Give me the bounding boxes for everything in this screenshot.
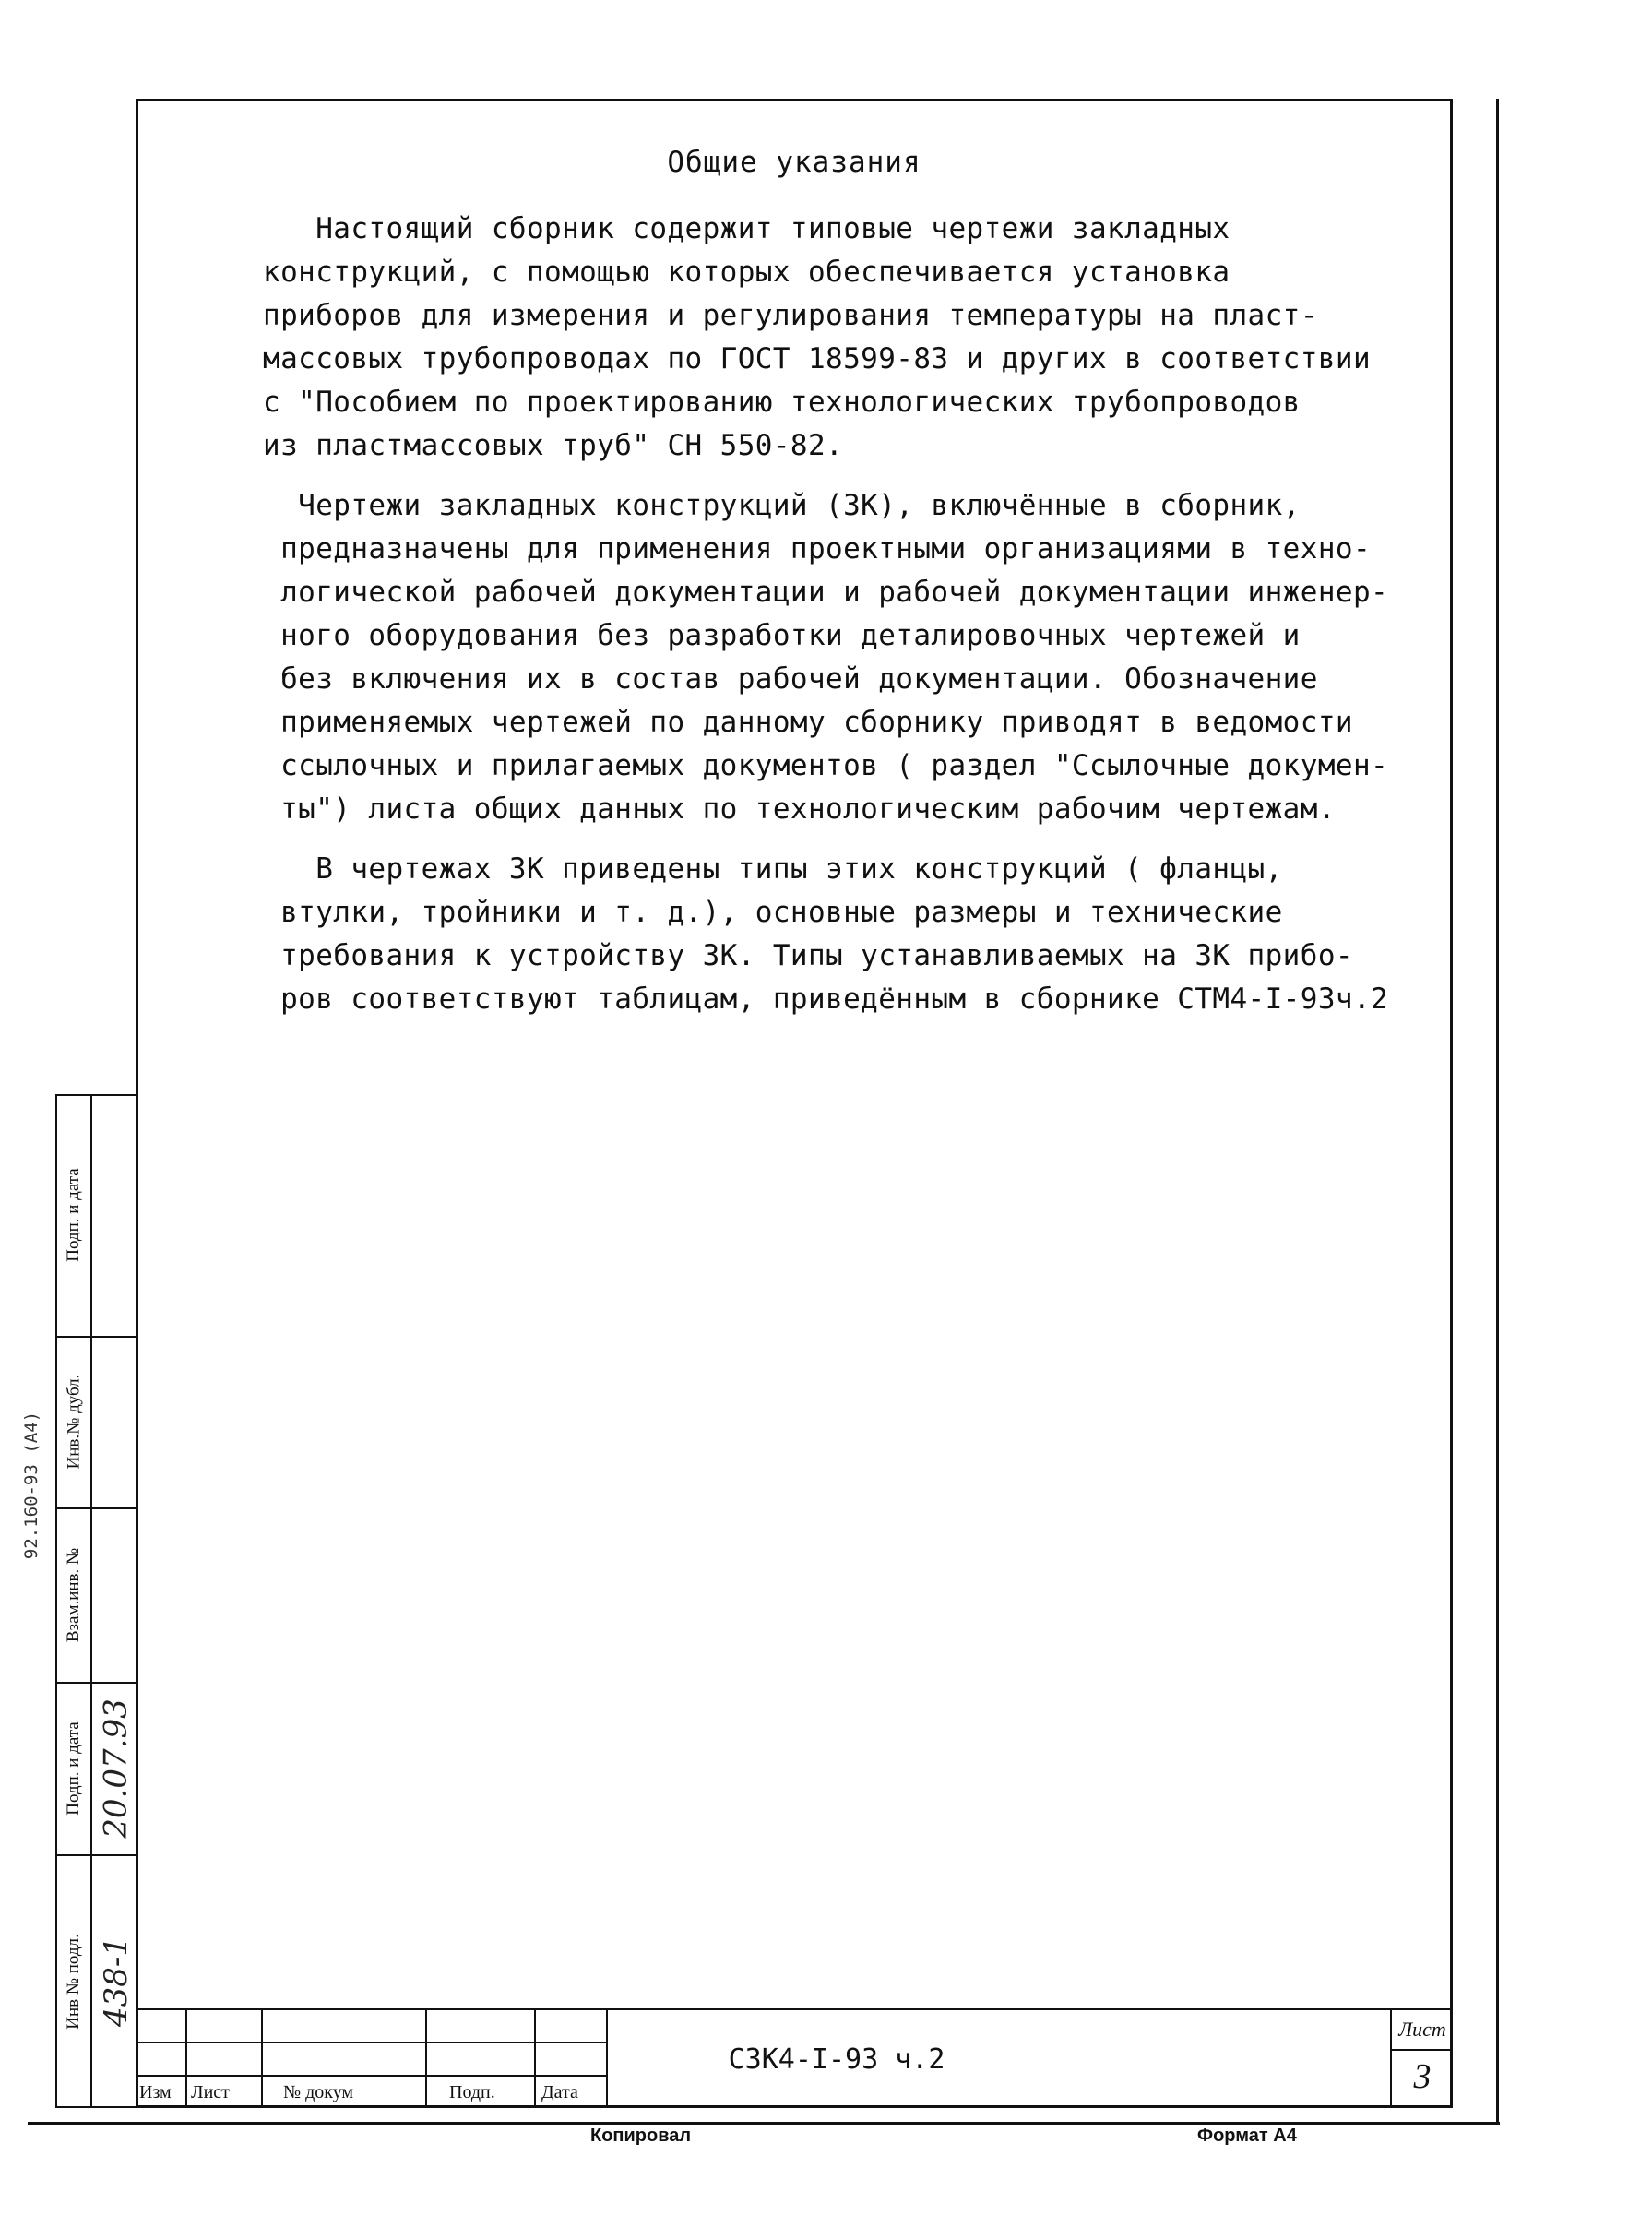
col-header-doc-no: № докум (283, 2082, 354, 2102)
text-line: без включения их в состав рабочей документации. Обозначение (263, 662, 1318, 696)
general-notes-text (263, 208, 1434, 1038)
text-line: применяемых чертежей по данному сборнику приводят в ведомости (263, 706, 1353, 739)
drawing-frame (136, 99, 1453, 2108)
paragraph-3 (263, 848, 1434, 1021)
format-label: Формат А4 (1197, 2126, 1297, 2146)
stamp-label-dup-inv: Инв.№ дубл. (64, 1374, 83, 1470)
paragraph-2 (263, 484, 1434, 831)
rule (1390, 2049, 1453, 2051)
stamp-label-sign-date-2: Подп. и дата (64, 1168, 84, 1262)
stamp-label-replaces-inv: Взам.инв. № (64, 1547, 84, 1642)
rule (261, 2008, 263, 2108)
handwritten-date: 20.07.93 (98, 1697, 135, 1839)
col-header-signature: Подп. (449, 2082, 495, 2102)
text-line: из пластмассовых труб" СН 550-82. (263, 429, 844, 462)
text-line: конструкций, с помощью которых обеспечивается установка (263, 256, 1230, 289)
text-line: логической рабочей документации и рабочей документации инженер- (263, 576, 1389, 609)
title-block (136, 2008, 1453, 2108)
text-line: ров соответствуют таблицам, приведённым в сборнике СТМ4-I-93ч.2 (263, 982, 1389, 1016)
sheet-label: Лист (1398, 2018, 1446, 2041)
outer-border-right (1496, 99, 1499, 2125)
sheet-number: 3 (1413, 2057, 1432, 2096)
rule (425, 2008, 427, 2108)
page-bottom-rule (28, 2122, 1500, 2125)
rule (185, 2008, 187, 2108)
text-line: втулки, тройники и т. д.), основные размеры и технические (263, 896, 1283, 929)
stamp-label-inv-no: Инв № подл. (64, 1933, 84, 2030)
copied-by-label: Копировал (590, 2126, 692, 2146)
text-line: Чертежи закладных конструкций (ЗК), включённые в сборник, (263, 489, 1301, 522)
text-line: ного оборудования без разработки деталировочных чертежей и (263, 619, 1301, 652)
col-header-change: Изм (139, 2082, 172, 2102)
rule (136, 2008, 1453, 2010)
margin-note: 92.160-93 (A4) (21, 1411, 42, 1560)
text-line: приборов для измерения и регулирования температуры на пласт- (263, 299, 1318, 332)
rule (534, 2008, 536, 2108)
text-line: предназначены для применения проектными организациями в техно- (263, 532, 1372, 566)
text-line: с "Пособием по проектированию технологических трубопроводов (263, 386, 1301, 419)
col-header-sheet: Лист (191, 2082, 230, 2102)
text-line: В чертежах ЗК приведены типы этих конструкций ( фланцы, (263, 852, 1283, 886)
text-line: массовых трубопроводах по ГОСТ 18599-83 и других в соответствии (263, 342, 1372, 375)
approval-stamp-strip (55, 1094, 138, 2108)
text-line: Настоящий сборник содержит типовые чертежи закладных (263, 212, 1230, 245)
rule (606, 2008, 608, 2108)
document-designation: СЗК4-I-93 ч.2 (728, 2043, 945, 2076)
text-line: ты") листа общих данных по технологическим рабочим чертежам. (263, 792, 1336, 826)
paragraph-1 (263, 208, 1434, 468)
handwritten-inv-number: 438-1 (98, 1935, 136, 2027)
col-header-date: Дата (541, 2082, 578, 2102)
text-line: ссылочных и прилагаемых документов ( раздел "Ссылочные докумен- (263, 749, 1389, 782)
text-line: требования к устройству ЗК. Типы устанавливаемых на ЗК прибо- (263, 939, 1353, 972)
page-title: Общие указания (667, 146, 921, 179)
stamp-label-sign-date: Подп. и дата (64, 1721, 84, 1816)
